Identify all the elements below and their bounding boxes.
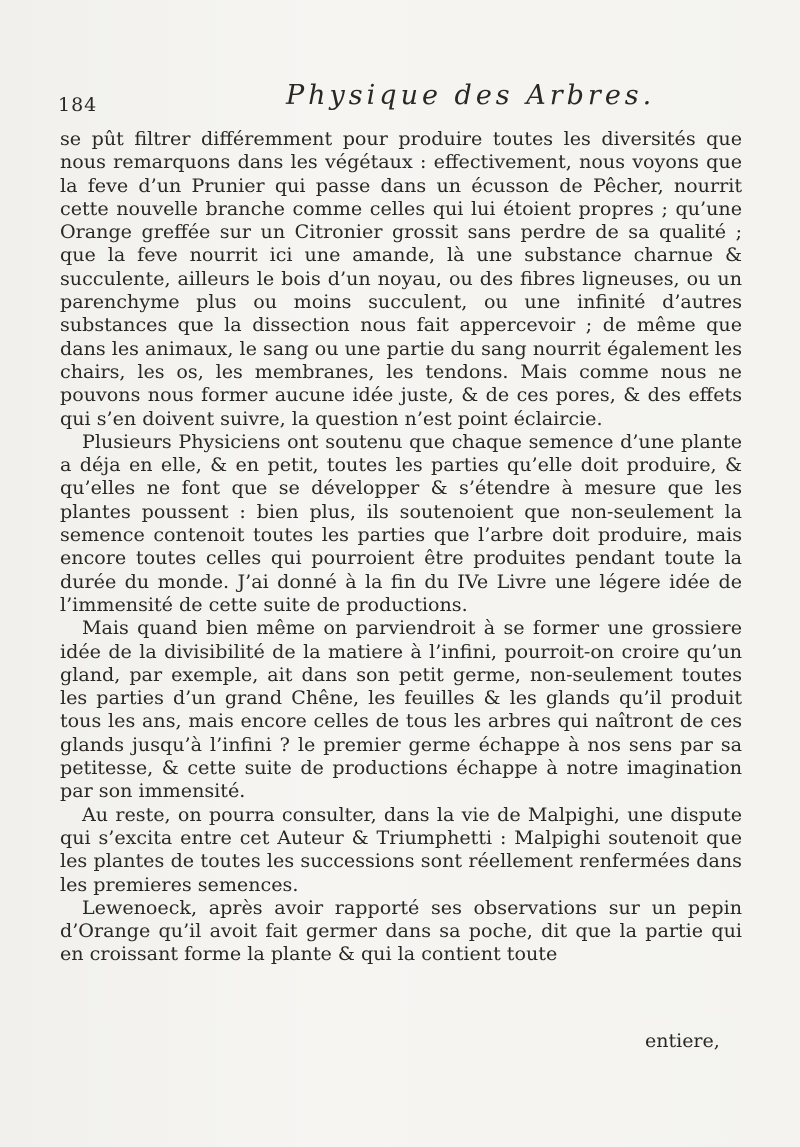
body-text <box>60 127 742 966</box>
paragraph: Au reste, on pourra consulter, dans la vie de Malpighi, une dispute qui s’excita entre cet Auteur & Triumphetti : Malpighi soutenoit que les plantes de toutes les successions sont réellement renfermées dans les premieres semences. <box>60 802 742 896</box>
page-number: 184 <box>58 94 98 116</box>
running-title: Physique des Arbres. <box>286 80 656 111</box>
paragraph: Lewenoeck, après avoir rapporté ses observations sur un pepin d’Orange qu’il avoit fait germer dans sa poche, dit que la partie qui en croissant forme la plante & qui la contient toute <box>60 895 742 966</box>
catchword: entiere, <box>645 1030 720 1052</box>
paragraph: Plusieurs Physiciens ont soutenu que chaque semence d’une plante a déja en elle, & en petit, toutes les parties qu’elle doit produire, & qu’elles ne font que se développer & s’étendre à mesure que les plantes poussent : bien plus, ils soutenoient que non-seulement la semence contenoit toutes les parties que l’arbre doit produire, mais encore toutes celles qui pourroient être produites pendant toute la durée du monde. J’ai donné à la fin du IVe Livre une légere idée de l’immensité de cette suite de productions. <box>60 429 742 616</box>
paragraph-continued: se pût filtrer différemment pour produire toutes les diversités que nous remarquons dans les végétaux : effectivement, nous voyons que la feve d’un Prunier qui passe dans un écusson de Pêcher, nourrit cette nouvelle branche comme celles qui lui étoient propres ; qu’une Orange greffée sur un Citronier grossit sans perdre de sa qualité ; que la feve nourrit ici une amande, là une substance charnue & succulente, ailleurs le bois d’un noyau, ou des fibres ligneuses, ou un parenchyme plus ou moins succulent, ou une infinité d’autres substances que la dissection nous fait appercevoir ; de même que dans les animaux, le sang ou une partie du sang nourrit également les chairs, les os, les membranes, les tendons. Mais comme nous ne pouvons nous former aucune idée juste, & de ces pores, & des effets qui s’en doivent suivre, la question n’est point éclaircie. <box>60 127 742 430</box>
paragraph: Mais quand bien même on parviendroit à se former une grossiere idée de la divisibilité de la matiere à l’infini, pourroit-on croire qu’un gland, par exemple, ait dans son petit germe, non-seulement toutes les parties d’un grand Chêne, les feuilles & les glands qu’il produit tous les ans, mais encore celles de tous les arbres qui naîtront de ces glands jusqu’à l’infini ? le premier germe échappe à nos sens par sa petitesse, & cette suite de productions échappe à notre imagination par son immensité. <box>60 616 742 803</box>
page-header <box>58 80 748 120</box>
